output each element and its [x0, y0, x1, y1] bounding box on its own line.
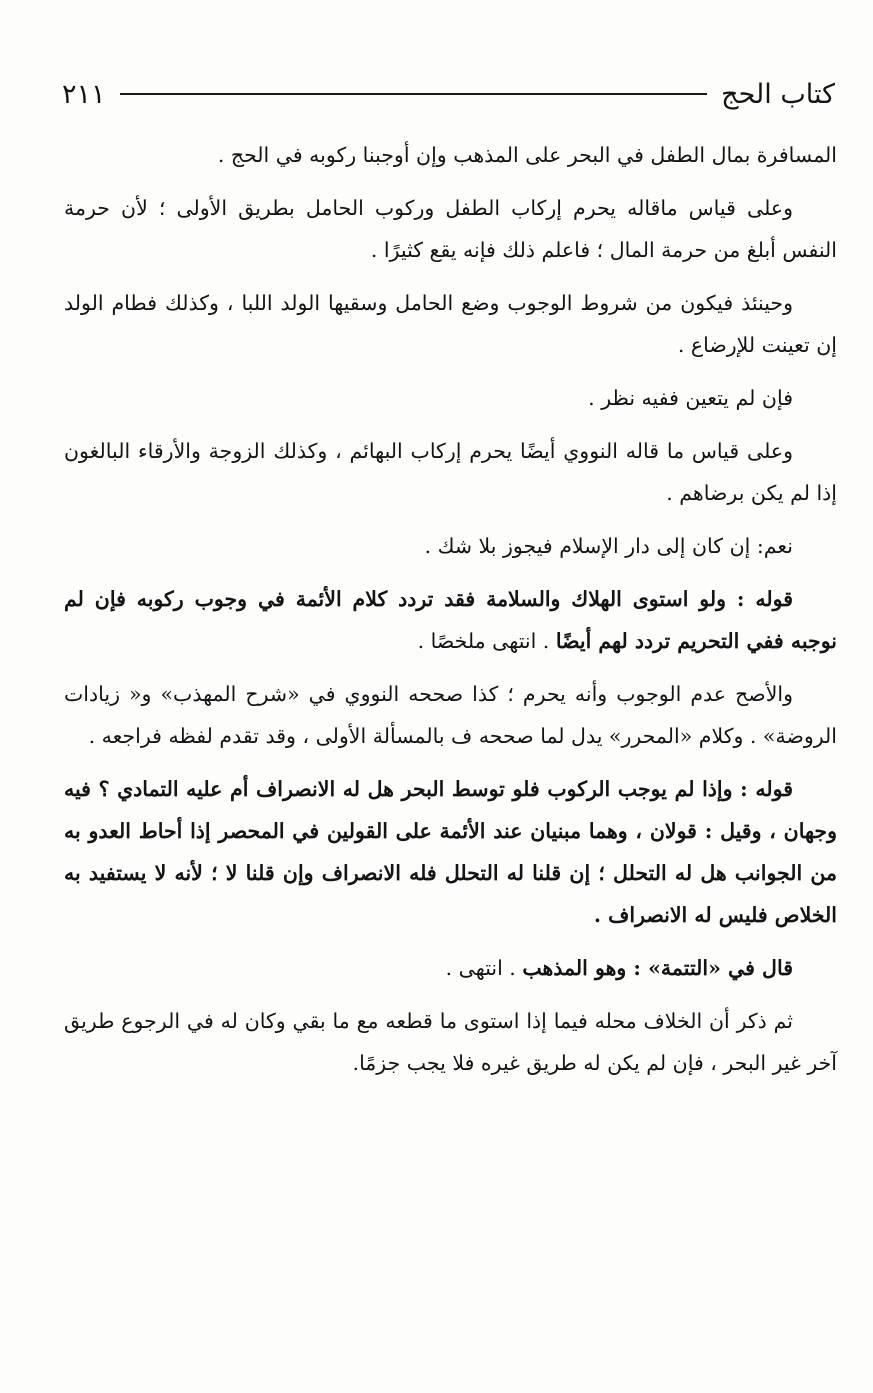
- quoted-passage-ending: . انتهى ملخصًا .: [417, 629, 556, 653]
- quoted-passage: [64, 578, 837, 662]
- paragraph: ثم ذكر أن الخلاف محله فيما إذا استوى ما قطعه مع ما بقي وكان له في الرجوع طريق آخر غير البحر ، فإن لم يكن له طريق غيره فلا يجب جزمًا.: [64, 1009, 837, 1075]
- header-rule: [120, 93, 708, 95]
- running-title: كتاب الحج: [721, 78, 835, 110]
- page-header: [62, 72, 835, 116]
- page-number: ٢١١: [62, 78, 106, 110]
- quoted-passage-ending: . انتهى .: [445, 956, 523, 980]
- paragraph: والأصح عدم الوجوب وأنه يحرم ؛ كذا صححه النووي في «شرح المهذب» و« زيادات الروضة» . وكلام «المحرر» يدل لما صححه ف بالمسألة الأولى ، وقد تقدم لفظه فراجعه .: [64, 682, 837, 748]
- quoted-passage: [64, 947, 837, 989]
- paragraph: وعلى قياس ما قاله النووي أيضًا يحرم إركاب البهائم ، وكذلك الزوجة والأرقاء البالغون إذا لم يكن برضاهم .: [64, 439, 837, 505]
- paragraph: نعم: إن كان إلى دار الإسلام فيجوز بلا شك .: [424, 534, 793, 558]
- quoted-passage: قوله : وإذا لم يوجب الركوب فلو توسط البحر هل له الانصراف أم عليه التمادي ؟ فيه وجهان ، وقيل : قولان ، وهما مبنيان عند الأئمة على القولين في المحصر إذا أحاط العدو به من الجوانب هل له التحلل ؛ إن قلنا له التحلل فله الانصراف وإن قلنا لا ؛ لأنه لا يستفيد به الخلاص فليس له الانصراف .: [64, 777, 837, 927]
- paragraph-continuation: المسافرة بمال الطفل في البحر على المذهب وإن أوجبنا ركوبه في الحج .: [217, 143, 837, 167]
- paragraph: فإن لم يتعين ففيه نظر .: [588, 386, 793, 410]
- quoted-passage-text: قال في «التتمة» : وهو المذهب: [522, 956, 793, 980]
- paragraph: وحينئذ فيكون من شروط الوجوب وضع الحامل وسقيها الولد اللبا ، وكذلك فطام الولد إن تعينت للإرضاع .: [64, 291, 837, 357]
- page-body: [64, 134, 837, 1084]
- paragraph: وعلى قياس ماقاله يحرم إركاب الطفل وركوب الحامل بطريق الأولى ؛ لأن حرمة النفس أبلغ من حرمة المال ؛ فاعلم ذلك فإنه يقع كثيرًا .: [64, 196, 837, 262]
- quoted-passage-text: قوله : ولو استوى الهلاك والسلامة فقد تردد كلام الأئمة في وجوب ركوبه فإن لم نوجبه ففي التحريم تردد لهم أيضًا: [64, 587, 837, 653]
